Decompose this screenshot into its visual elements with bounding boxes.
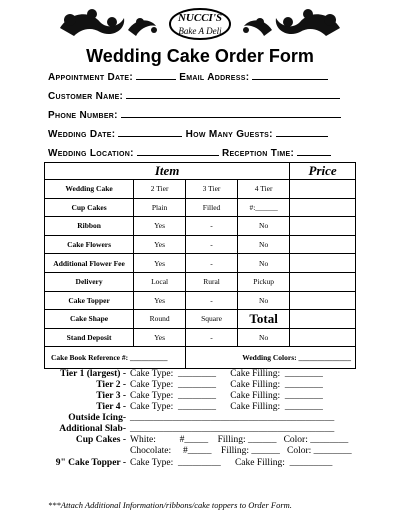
row-item-label: Cake Shape [45,310,134,329]
row-item-label: Stand Deposit [45,328,134,347]
option-a[interactable]: Yes [134,254,186,273]
table-row [45,291,356,310]
option-a[interactable]: Round [134,310,186,329]
location-reception-row [48,146,331,159]
wedding-colors[interactable] [186,347,356,369]
customer-name-label: Customer Name: [48,91,124,102]
tier-fields[interactable]: Cake Type: ________ Cake Filling: ________ [130,369,323,379]
nuccis-logo [168,8,232,40]
option-c[interactable]: #:______ [238,198,290,217]
option-a[interactable]: Yes [134,328,186,347]
table-row [45,180,356,199]
reception-time-field[interactable] [297,146,331,156]
option-c[interactable]: Pickup [238,272,290,291]
total-price-cell[interactable] [290,310,356,329]
table-row [45,217,356,236]
price-cell[interactable] [290,180,356,199]
option-c[interactable]: 4 Tier [238,180,290,199]
tier-fields[interactable]: Cake Type: _________ Cake Filling: _________ [130,458,333,468]
guests-label: How Many Guests: [185,129,273,140]
order-table [44,162,356,369]
tier-label: Additional Slab- [59,424,126,434]
option-c[interactable]: No [238,328,290,347]
option-b[interactable]: - [186,254,238,273]
option-c[interactable]: No [238,291,290,310]
item-header: Item [45,163,290,180]
tier-fields[interactable]: Cake Type: ________ Cake Filling: ________ [130,391,323,401]
option-a[interactable]: 2 Tier [134,180,186,199]
wedding-location-field[interactable] [137,146,219,156]
price-cell[interactable] [290,272,356,291]
table-row [45,235,356,254]
table-row [45,328,356,347]
option-c[interactable]: No [238,235,290,254]
logo-name: NUCCI'S [177,12,223,24]
option-b[interactable]: - [186,291,238,310]
total-label: Total [238,310,290,329]
option-b[interactable]: Square [186,310,238,329]
option-b[interactable]: Filled [186,198,238,217]
reference-row [45,347,356,369]
option-a[interactable]: Local [134,272,186,291]
wedding-location-label: Wedding Location: [48,148,134,159]
phone-number-row [48,108,341,121]
option-a[interactable]: Yes [134,217,186,236]
price-header: Price [290,163,356,180]
option-c[interactable]: No [238,254,290,273]
guests-field[interactable] [276,127,328,137]
option-a[interactable]: Yes [134,235,186,254]
cake-book-reference-label: Cake Book Reference #: [51,353,129,363]
option-b[interactable]: - [186,235,238,254]
reception-time-label: Reception Time: [221,148,295,159]
customer-name-row [48,89,340,102]
appointment-date-field[interactable] [136,70,176,80]
option-b[interactable]: Rural [186,272,238,291]
tier-fields[interactable]: Cake Type: ________ Cake Filling: ________ [130,380,323,390]
wedding-date-guests-row [48,127,328,140]
header-banner [0,0,400,48]
tier-label: Tier 4 - [96,402,126,412]
tier-fields[interactable]: ___________________________________________ [130,413,335,423]
logo-tagline: Bake A Deli [178,26,222,36]
footer-note: ***Attach Additional Information/ribbons/cake toppers to Order Form. [48,500,292,510]
appointment-email-row [48,70,328,83]
row-item-label: Ribbon [45,217,134,236]
tier-label: Tier 3 - [96,391,126,401]
option-b[interactable]: - [186,217,238,236]
table-row [45,310,356,329]
row-item-label: Delivery [45,272,134,291]
option-c[interactable]: No [238,217,290,236]
price-cell[interactable] [290,217,356,236]
price-cell[interactable] [290,328,356,347]
customer-name-field[interactable] [126,89,340,99]
wedding-colors-line: ______________ [298,353,351,363]
tier-fields[interactable]: Chocolate: #_____ Filling: ______ Color: ________ [130,446,352,456]
row-item-label: Additional Flower Fee [45,254,134,273]
wedding-colors-label: Wedding Colors: [242,353,297,363]
table-row [45,198,356,217]
phone-number-field[interactable] [121,108,341,118]
table-row [45,272,356,291]
tier-fields[interactable]: White: #_____ Filling: ______ Color: ________ [130,435,349,445]
row-item-label: Wedding Cake [45,180,134,199]
price-cell[interactable] [290,198,356,217]
option-a[interactable]: Plain [134,198,186,217]
wedding-date-label: Wedding Date: [48,129,116,140]
tier-label: Cup Cakes - [75,435,126,445]
page-title: Wedding Cake Order Form [86,46,314,66]
option-b[interactable]: 3 Tier [186,180,238,199]
table-header-row [45,163,356,180]
email-address-field[interactable] [252,70,328,80]
cake-book-reference[interactable] [45,347,186,369]
phone-number-label: Phone Number: [48,110,118,121]
row-item-label: Cup Cakes [45,198,134,217]
cake-book-reference-line: __________ [130,353,168,363]
tier-fields[interactable]: ___________________________________________ [130,424,335,434]
row-item-label: Cake Flowers [45,235,134,254]
email-address-label: Email Address: [179,72,250,83]
tier-label: Tier 1 (largest) - [60,369,126,379]
tier-label: Tier 2 - [96,380,126,390]
option-a[interactable]: Yes [134,291,186,310]
table-row [45,254,356,273]
price-cell[interactable] [290,254,356,273]
price-cell[interactable] [290,235,356,254]
tier-label: Outside Icing- [68,413,126,423]
price-cell[interactable] [290,291,356,310]
row-item-label: Cake Topper [45,291,134,310]
tier-label: 9" Cake Topper - [55,458,126,468]
appointment-date-label: Appointment Date: [48,72,134,83]
wedding-date-field[interactable] [118,127,182,137]
tier-fields[interactable]: Cake Type: ________ Cake Filling: ________ [130,402,323,412]
option-b[interactable]: - [186,328,238,347]
